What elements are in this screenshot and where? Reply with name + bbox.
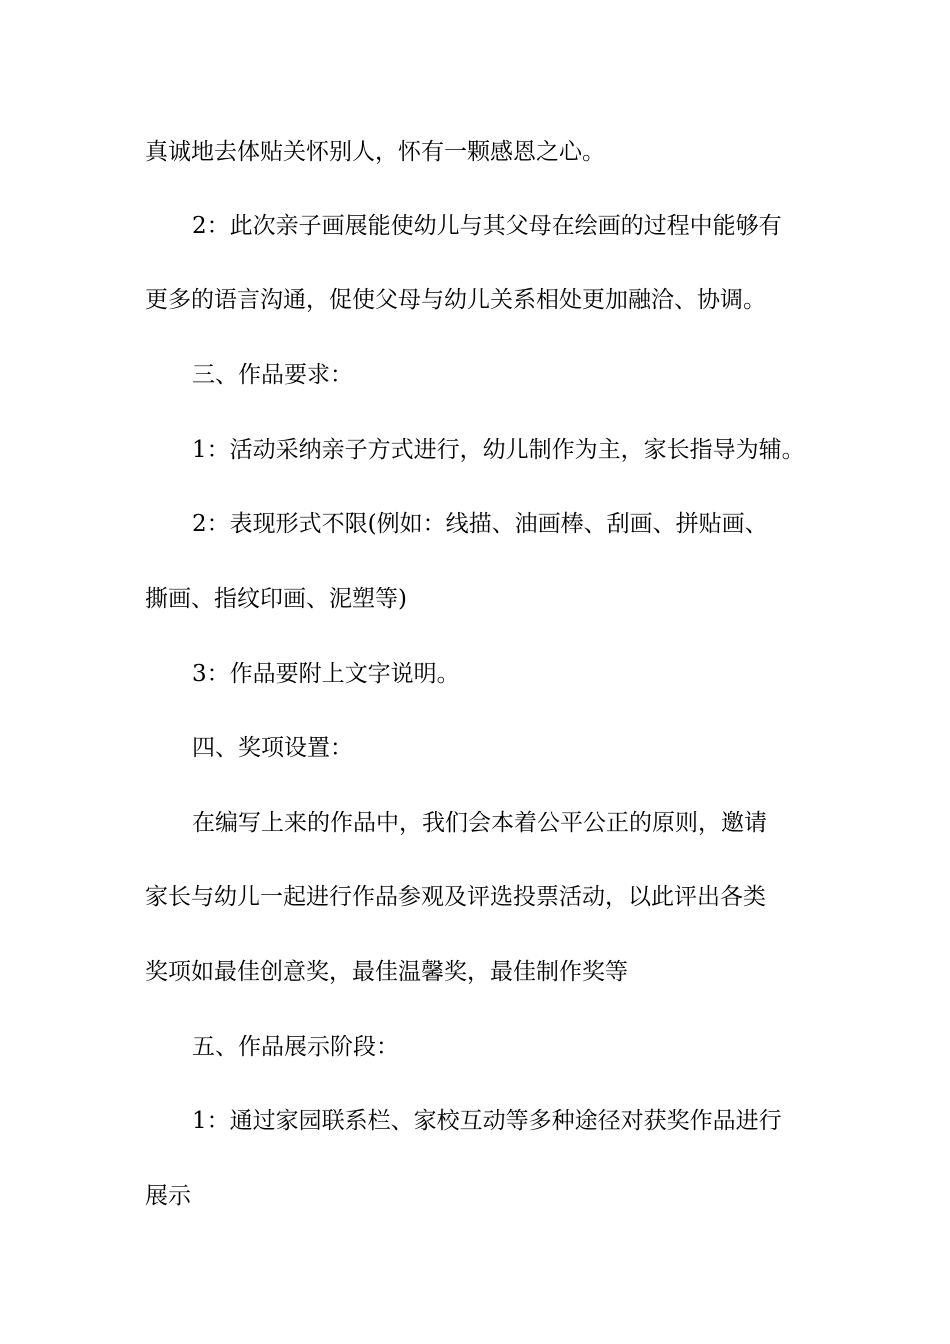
- paragraph-line: 更多的语言沟通，促使父母与幼儿关系相处更加融洽、协调。: [145, 287, 766, 313]
- paragraph-line: 展示: [145, 1183, 191, 1209]
- paragraph-line: 真诚地去体贴关怀别人，怀有一颗感恩之心。: [145, 139, 605, 165]
- paragraph-line: 1：通过家园联系栏、家校互动等多种途径对获奖作品进行: [192, 1108, 782, 1134]
- paragraph-line: 撕画、指纹印画、泥塑等): [145, 586, 407, 612]
- paragraph-line: 奖项如最佳创意奖，最佳温馨奖，最佳制作奖等: [145, 959, 628, 985]
- section-heading: 三、作品要求：: [192, 362, 353, 388]
- section-heading: 五、作品展示阶段：: [192, 1034, 399, 1060]
- paragraph-line: 2：表现形式不限(例如：线描、油画棒、刮画、拼贴画、: [192, 511, 768, 537]
- paragraph-line: 家长与幼儿一起进行作品参观及评选投票活动，以此评出各类: [145, 884, 766, 910]
- paragraph-line: 1：活动采纳亲子方式进行，幼儿制作为主，家长指导为辅。: [192, 437, 805, 463]
- paragraph-line: 3：作品要附上文字说明。: [192, 661, 460, 687]
- paragraph-line: 2：此次亲子画展能使幼儿与其父母在绘画的过程中能够有: [192, 213, 782, 239]
- paragraph-line: 在编写上来的作品中，我们会本着公平公正的原则，邀请: [192, 810, 767, 836]
- section-heading: 四、奖项设置：: [192, 735, 353, 761]
